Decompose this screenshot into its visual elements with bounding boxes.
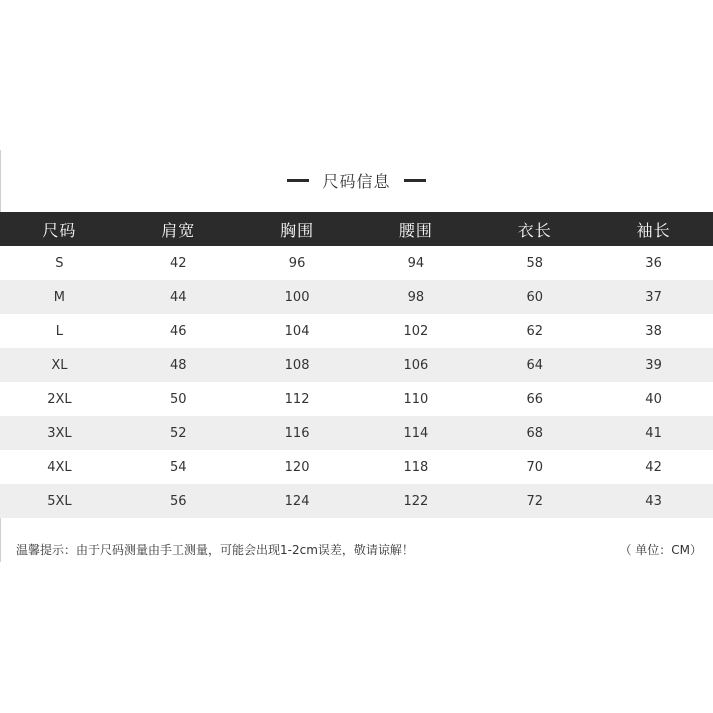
table-row: [0, 280, 713, 314]
cell-size: 4XL: [0, 450, 119, 484]
cell-chest: 112: [238, 382, 357, 416]
table-row: [0, 314, 713, 348]
cell-chest: 108: [238, 348, 357, 382]
cell-sleeve: 42: [594, 450, 713, 484]
cell-length: 58: [475, 246, 594, 280]
table-row: [0, 450, 713, 484]
table-row: [0, 416, 713, 450]
cell-waist: 106: [356, 348, 475, 382]
cell-chest: 96: [238, 246, 357, 280]
cell-length: 62: [475, 314, 594, 348]
cell-length: 66: [475, 382, 594, 416]
cell-size: 3XL: [0, 416, 119, 450]
cell-shoulder: 48: [119, 348, 238, 382]
table-row: [0, 484, 713, 518]
cell-shoulder: 56: [119, 484, 238, 518]
cell-sleeve: 43: [594, 484, 713, 518]
cell-length: 70: [475, 450, 594, 484]
cell-sleeve: 41: [594, 416, 713, 450]
section-title: [0, 166, 713, 194]
cell-length: 64: [475, 348, 594, 382]
size-chart-table: [0, 212, 713, 518]
cell-waist: 98: [356, 280, 475, 314]
cell-waist: 94: [356, 246, 475, 280]
cell-sleeve: 38: [594, 314, 713, 348]
cell-length: 72: [475, 484, 594, 518]
cell-chest: 120: [238, 450, 357, 484]
footer: [16, 540, 702, 558]
table-row: [0, 246, 713, 280]
unit-label: （ 单位：CM）: [619, 542, 702, 557]
cell-waist: 102: [356, 314, 475, 348]
header-shoulder: 肩宽: [119, 212, 238, 246]
table-row: [0, 382, 713, 416]
title-text: 尺码信息: [322, 171, 391, 191]
cell-shoulder: 42: [119, 246, 238, 280]
cell-waist: 114: [356, 416, 475, 450]
cell-waist: 118: [356, 450, 475, 484]
measurement-note: 温馨提示：由于尺码测量由手工测量，可能会出现1-2cm误差，敬请谅解！: [16, 542, 414, 557]
cell-shoulder: 50: [119, 382, 238, 416]
cell-chest: 116: [238, 416, 357, 450]
cell-chest: 100: [238, 280, 357, 314]
cell-shoulder: 46: [119, 314, 238, 348]
title-right-dash: [404, 179, 426, 182]
cell-sleeve: 37: [594, 280, 713, 314]
cell-waist: 110: [356, 382, 475, 416]
cell-shoulder: 52: [119, 416, 238, 450]
cell-shoulder: 54: [119, 450, 238, 484]
cell-sleeve: 36: [594, 246, 713, 280]
cell-chest: 104: [238, 314, 357, 348]
cell-waist: 122: [356, 484, 475, 518]
header-sleeve: 袖长: [594, 212, 713, 246]
cell-shoulder: 44: [119, 280, 238, 314]
title-left-dash: [287, 179, 309, 182]
cell-sleeve: 40: [594, 382, 713, 416]
cell-size: L: [0, 314, 119, 348]
cell-size: XL: [0, 348, 119, 382]
cell-size: 2XL: [0, 382, 119, 416]
cell-length: 60: [475, 280, 594, 314]
cell-size: 5XL: [0, 484, 119, 518]
header-waist: 腰围: [356, 212, 475, 246]
cell-size: S: [0, 246, 119, 280]
cell-length: 68: [475, 416, 594, 450]
header-chest: 胸围: [238, 212, 357, 246]
cell-sleeve: 39: [594, 348, 713, 382]
header-length: 衣长: [475, 212, 594, 246]
table-header-row: [0, 212, 713, 246]
cell-chest: 124: [238, 484, 357, 518]
header-size: 尺码: [0, 212, 119, 246]
table-row: [0, 348, 713, 382]
cell-size: M: [0, 280, 119, 314]
